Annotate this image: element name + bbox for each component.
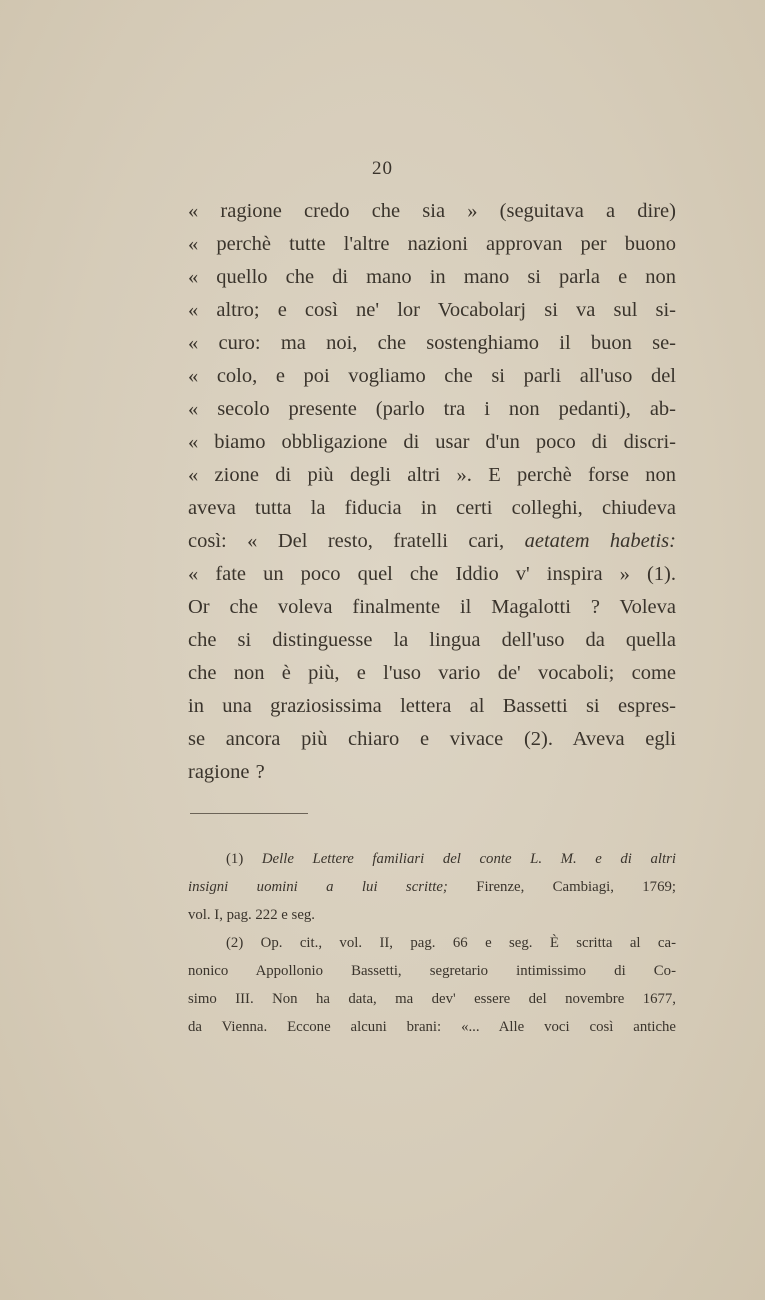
- text-line: Or che voleva finalmente il Magalotti ? Voleva: [188, 596, 676, 618]
- text-line: « quello che di mano in mano si parla e non: [188, 266, 676, 288]
- text-line: « colo, e poi vogliamo che si parli all'uso del: [188, 365, 676, 387]
- footnote-1-line: [188, 873, 676, 901]
- footnote-1-line: vol. I, pag. 222 e seg.: [188, 907, 315, 923]
- latin-phrase: aetatem habetis:: [524, 530, 676, 552]
- footnote-2-line: simo III. Non ha data, ma dev' essere del novembre 1677,: [188, 991, 676, 1007]
- body-text: [188, 195, 676, 789]
- text-line: che non è più, e l'uso vario de' vocaboli; come: [188, 662, 676, 684]
- footnote-1-line: [188, 845, 676, 873]
- footnote-2-line: nonico Appollonio Bassetti, segretario intimissimo di Co-: [188, 963, 676, 979]
- footnote-marker: (1): [226, 851, 262, 867]
- text-line: se ancora più chiaro e vivace (2). Aveva egli: [188, 728, 676, 750]
- footnote-title: insigni uomini a lui scritte;: [188, 879, 448, 895]
- text-line: « secolo presente (parlo tra i non pedanti), ab-: [188, 398, 676, 420]
- footnote-text: Firenze, Cambiagi, 1769;: [447, 879, 676, 895]
- footnote-divider: [190, 813, 308, 814]
- text-line: « curo: ma noi, che sostenghiamo il buon se-: [188, 332, 676, 354]
- text-line: in una graziosissima lettera al Bassetti si espres-: [188, 695, 676, 717]
- text-line: « altro; e così ne' lor Vocabolarj si va sul si-: [188, 299, 676, 321]
- text-line: « perchè tutte l'altre nazioni approvan per buono: [188, 233, 676, 255]
- footnotes: [188, 845, 676, 1041]
- text-line: che si distinguesse la lingua dell'uso da quella: [188, 629, 676, 651]
- footnote-2-line: da Vienna. Eccone alcuni brani: «... Alle voci così antiche: [188, 1019, 676, 1035]
- footnote-2-line: (2) Op. cit., vol. II, pag. 66 e seg. È scritta al ca-: [226, 935, 676, 951]
- text-line: « biamo obbligazione di usar d'un poco di discri-: [188, 431, 676, 453]
- footnote-title: Delle Lettere familiari del conte L. M. e di altri: [261, 851, 676, 867]
- text-line: « ragione credo che sia » (seguitava a dire): [188, 200, 676, 222]
- text-line: « zione di più degli altri ». E perchè forse non: [188, 464, 676, 486]
- text-line-mixed: [188, 525, 676, 558]
- text-line: ragione ?: [188, 761, 265, 783]
- page-number: 20: [372, 158, 393, 179]
- text-line: « fate un poco quel che Iddio v' inspira » (1).: [188, 563, 676, 585]
- text-line: aveva tutta la fiducia in certi colleghi, chiudeva: [188, 497, 676, 519]
- text-segment: così: « Del resto, fratelli cari,: [188, 530, 525, 552]
